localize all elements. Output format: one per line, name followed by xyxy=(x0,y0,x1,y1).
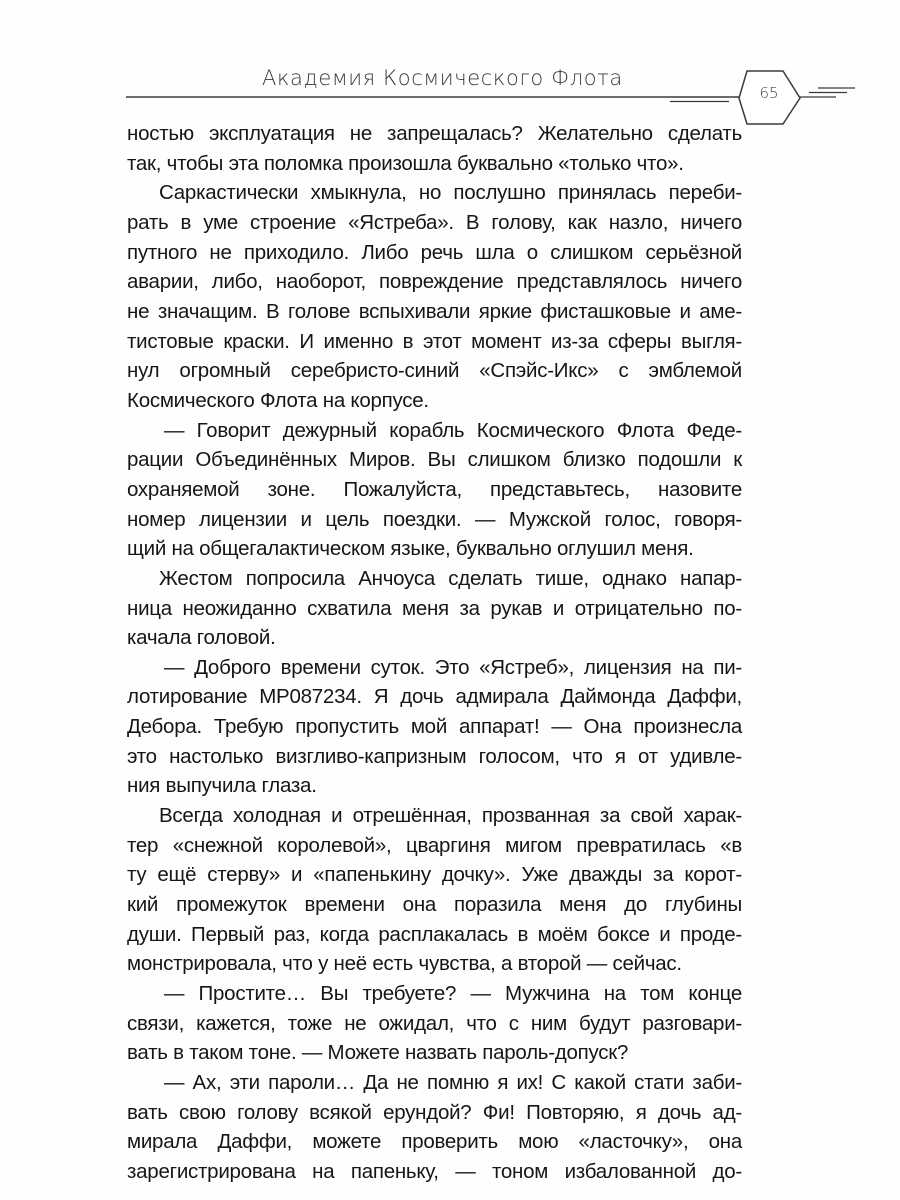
text-line: ница неожиданно схватила меня за рукав и отрицательно по- xyxy=(127,596,742,620)
body-text xyxy=(127,119,742,1187)
text-line: ностью эксплуатация не запрещалась? Желательно сделать xyxy=(127,122,742,145)
text-line: так, чтобы эта поломка произошла буквально «только что». xyxy=(127,151,684,175)
text-line: вать свою голову всякой ерундой? Фи! Повторяю, я дочь ад- xyxy=(127,1100,742,1124)
text-line: Космического Флота на корпусе. xyxy=(127,388,429,412)
text-line: номер лицензии и цель поездки. — Мужской голос, говоря- xyxy=(127,507,742,531)
text-line: охраняемой зоне. Пожалуйста, представьтесь, назовите xyxy=(127,477,742,501)
text-line: лотирование MP087234. Я дочь адмирала Даймонда Даффи, xyxy=(127,685,742,709)
text-line: Жестом попросила Анчоуса сделать тише, однако напар- xyxy=(159,566,742,590)
text-line: тер «снежной королевой», цваргиня мигом превратилась «в xyxy=(127,833,742,857)
text-line: — Простите… Вы требуете? — Мужчина на том конце xyxy=(164,982,742,1006)
text-line: нул огромный серебристо-синий «Спэйс-Икс» с эмблемой xyxy=(127,359,742,383)
text-line: не значащим. В голове вспыхивали яркие фисташковые и аме- xyxy=(127,299,742,323)
text-line: зарегистрирована на папеньку, — тоном избалованной до- xyxy=(127,1159,742,1183)
page-number: 65 xyxy=(759,84,779,102)
text-line: это настолько визгливо-капризным голосом, что я от удивле- xyxy=(127,744,742,768)
text-line: Саркастически хмыкнула, но послушно принялась переби- xyxy=(159,181,742,205)
text-line: щий на общегалактическом языке, буквально оглушил меня. xyxy=(127,537,694,561)
text-line: — Ах, эти пароли… Да не помню я их! С какой стати заби- xyxy=(164,1071,742,1094)
text-line: качала головой. xyxy=(127,626,276,650)
text-line: рации Объединённых Миров. Вы слишком близко подошли к xyxy=(127,448,742,472)
text-line: связи, кажется, тоже не ожидал, что с ним будут разговари- xyxy=(127,1011,742,1035)
text-line: — Доброго времени суток. Это «Ястреб», лицензия на пи- xyxy=(164,655,742,679)
text-line: Всегда холодная и отрешённая, прозванная за свой харак- xyxy=(159,804,742,828)
text-line: Дебора. Требую пропустить мой аппарат! — Она произнесла xyxy=(127,715,742,739)
text-line: вать в таком тоне. — Можете назвать пароль-допуск? xyxy=(127,1041,629,1065)
book-title: Академия Космического Флота xyxy=(262,66,623,90)
text-line: души. Первый раз, когда расплакалась в моём боксе и проде- xyxy=(127,922,742,946)
text-line: тистовые краски. И именно в этот момент из-за сферы выгля- xyxy=(127,329,742,353)
text-line: мирала Даффи, можете проверить мою «ласточку», она xyxy=(127,1130,742,1154)
text-line: — Говорит дежурный корабль Космического Флота Феде- xyxy=(164,418,742,442)
text-line: рать в уме строение «Ястреба». В голову, как назло, ничего xyxy=(127,210,742,234)
text-line: путного не приходило. Либо речь шла о слишком серьёзной xyxy=(127,240,742,264)
text-line: монстрировала, что у неё есть чувства, а второй — сейчас. xyxy=(127,952,682,976)
text-line: ту ещё стерву» и «папенькину дочку». Уже дважды за корот- xyxy=(127,863,742,887)
text-line: аварии, либо, наоборот, повреждение представлялось ничего xyxy=(127,270,742,294)
text-line: ния выпучила глаза. xyxy=(127,774,317,798)
text-line: кий промежуток времени она поразила меня до глубины xyxy=(127,893,742,917)
